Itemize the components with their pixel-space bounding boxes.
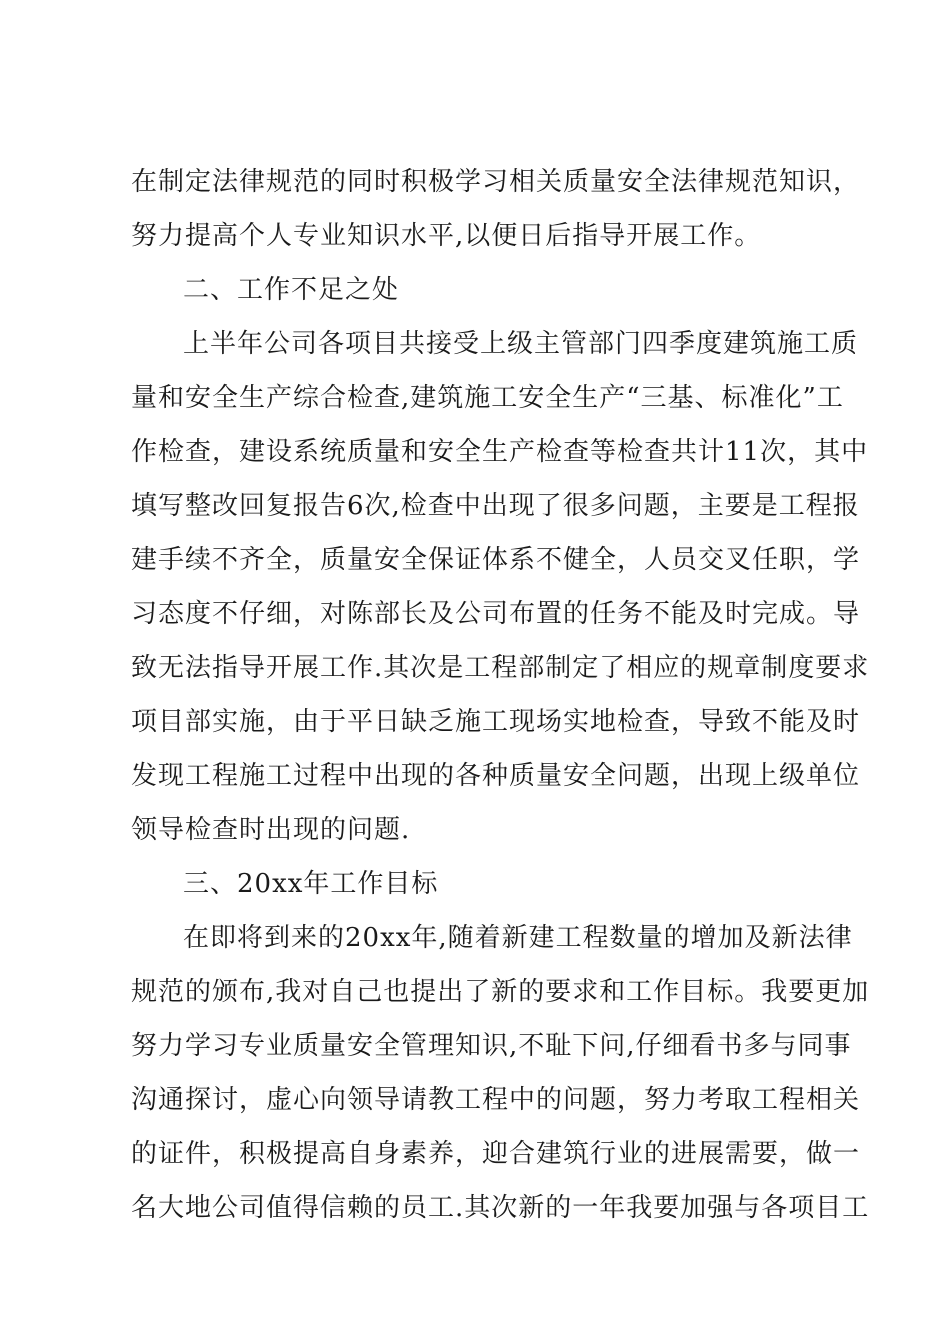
- text-line: 领导检查时出现的问题.: [131, 815, 411, 845]
- text-line: 习态度不仔细，对陈部长及公司布置的任务不能及时完成。导: [131, 599, 861, 629]
- text-line: 在即将到来的20xx年,随着新建工程数量的增加及新法律: [183, 923, 853, 953]
- text-line: 努力学习专业质量安全管理知识,不耻下问,仔细看书多与同事: [131, 1031, 852, 1061]
- text-line: 项目部实施，由于平日缺乏施工现场实地检查，导致不能及时: [131, 707, 861, 737]
- text-line: 填写整改回复报告6次,检查中出现了很多问题，主要是工程报: [131, 491, 860, 521]
- section-heading: 二、工作不足之处: [183, 275, 400, 305]
- text-line: 名大地公司值得信赖的员工.其次新的一年我要加强与各项目工: [131, 1193, 870, 1223]
- section-heading: 三、20xx年工作目标: [183, 869, 439, 899]
- text-line: 作检查，建设系统质量和安全生产检查等检查共计11次，其中: [131, 437, 869, 467]
- text-line: 规范的颁布,我对自己也提出了新的要求和工作目标。我要更加: [131, 977, 870, 1007]
- text-line: 努力提高个人专业知识水平,以便日后指导开展工作。: [131, 221, 762, 251]
- text-line: 沟通探讨，虚心向领导请教工程中的问题，努力考取工程相关: [131, 1085, 861, 1115]
- text-line: 的证件，积极提高自身素养，迎合建筑行业的进展需要，做一: [131, 1139, 861, 1169]
- text-line: 量和安全生产综合检查,建筑施工安全生产“三基、标准化”工: [131, 383, 844, 413]
- document-body: [131, 155, 870, 1235]
- text-line: 在制定法律规范的同时积极学习相关质量安全法律规范知识，: [131, 167, 861, 197]
- text-line: 发现工程施工过程中出现的各种质量安全问题，出现上级单位: [131, 761, 861, 791]
- text-line: 建手续不齐全，质量安全保证体系不健全，人员交叉任职，学: [131, 545, 861, 575]
- text-line: 上半年公司各项目共接受上级主管部门四季度建筑施工质: [183, 329, 859, 359]
- text-line: 致无法指导开展工作.其次是工程部制定了相应的规章制度要求: [131, 653, 870, 683]
